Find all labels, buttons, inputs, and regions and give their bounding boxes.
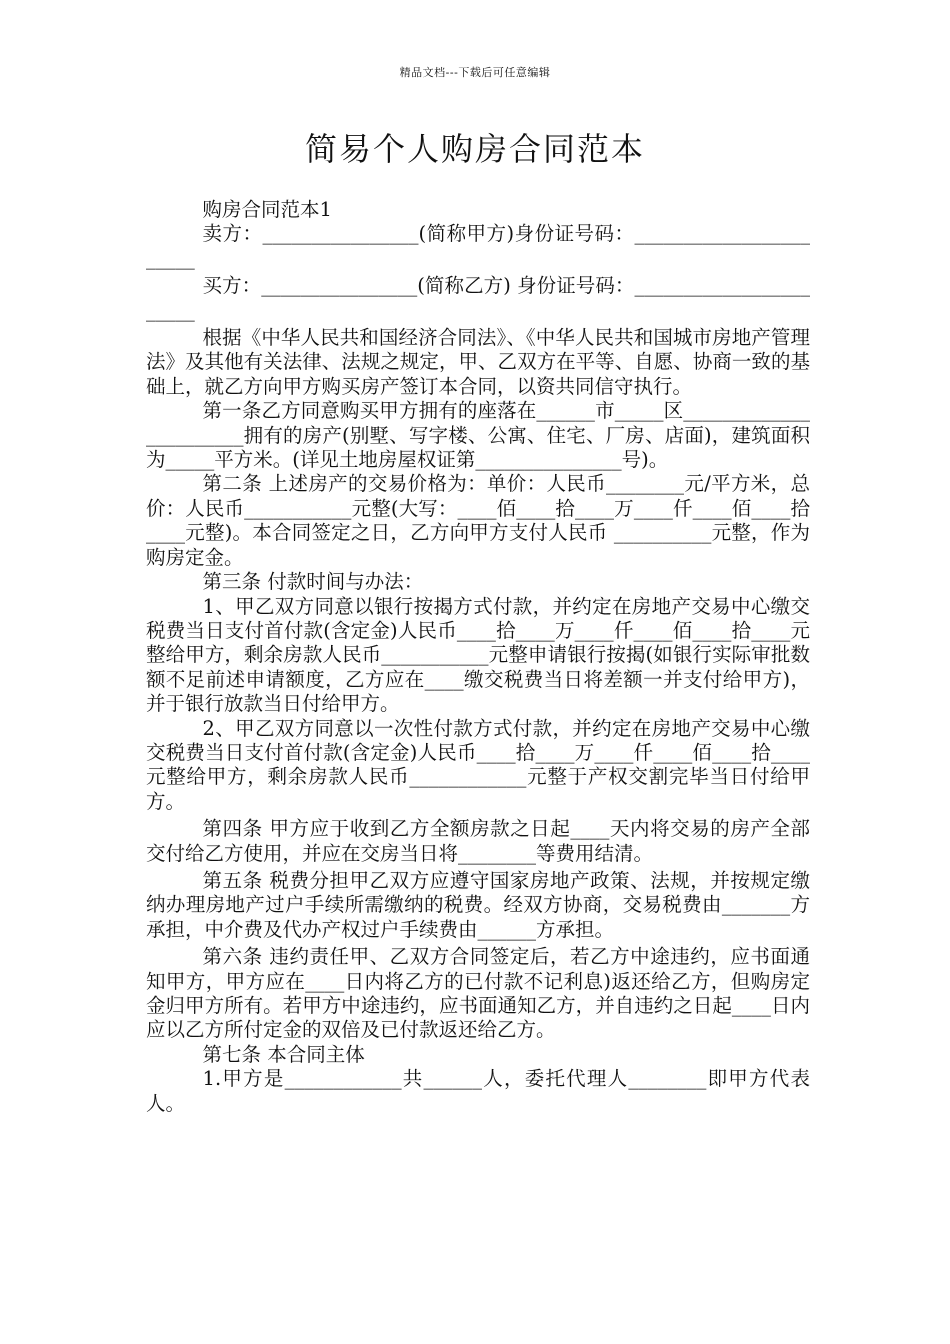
article-5-paragraph: 第五条 税费分担甲乙双方应遵守国家房地产政策、法规，并按规定缴纳办理房地产过户手续所需缴纳的税费。经双方协商，交易税费由_______方承担，中介费及代办产权过户手续费由______方承担。 — [146, 868, 810, 941]
article-3-item-1: 1、甲乙双方同意以银行按揭方式付款，并约定在房地产交易中心缴交税费当日支付首付款(含定金)人民币____拾____万____仟____佰____拾____元整给甲方，剩余房款人民币___________元整申请银行按揭(如银行实际审批数额不足前述申请额度，乙方应在____缴交税费当日将差额一并支付给甲方)，并于银行放款当日付给甲方。 — [146, 594, 810, 716]
article-2-paragraph: 第二条 上述房产的交易价格为：单价：人民币________元/平方米，总价：人民币___________元整(大写：____佰____拾____万____仟____佰____拾____元整)。本合同签定之日，乙方向甲方支付人民币 __________元整，作为购房定金。 — [146, 472, 810, 569]
seller-line: 卖方：________________(简称甲方)身份证号码：_______________________ — [146, 222, 810, 270]
article-3-item-2: 2、甲乙双方同意以一次性付款方式付款，并约定在房地产交易中心缴交税费当日支付首付款(含定金)人民币____拾____万____仟____佰____拾____元整给甲方，剩余房款人民币____________元整于产权交割完毕当日付给甲方。 — [146, 716, 810, 813]
article-1-paragraph: 第一条乙方同意购买甲方拥有的座落在______市_____区_______________________拥有的房产(别墅、写字楼、公寓、住宅、厂房、店面)，建筑面积为_____平方米。(详见土地房屋权证第_______________号)。 — [146, 399, 810, 472]
article-6-paragraph: 第六条 违约责任甲、乙双方合同签定后，若乙方中途违约，应书面通知甲方，甲方应在____日内将乙方的已付款不记利息)返还给乙方，但购房定金归甲方所有。若甲方中途违约，应书面通知乙方，并自违约之日起____日内应以乙方所付定金的双倍及已付款返还给乙方。 — [146, 945, 810, 1042]
article-7-heading: 第七条 本合同主体 — [202, 1042, 365, 1066]
document-title: 简易个人购房合同范本 — [304, 130, 645, 168]
article-3-heading: 第三条 付款时间与办法： — [202, 570, 424, 594]
buyer-line: 买方：________________(简称乙方) 身份证号码：_______________________ — [146, 274, 810, 322]
document-body — [146, 198, 810, 1116]
preamble-paragraph: 根据《中华人民共和国经济合同法》、《中华人民共和国城市房地产管理法》及其他有关法律、法规之规定，甲、乙双方在平等、自愿、协商一致的基础上，就乙方向甲方购买房产签订本合同，以资共同信守执行。 — [146, 326, 810, 398]
article-4-paragraph: 第四条 甲方应于收到乙方全额房款之日起____天内将交易的房产全部交付给乙方使用，并应在交房当日将________等费用结清。 — [146, 817, 810, 865]
page-header-note: 精品文档---下载后可任意编辑 — [399, 66, 551, 79]
article-7-item-1: 1.甲方是____________共______人，委托代理人________即甲方代表人。 — [146, 1067, 810, 1115]
contract-sample-heading: 购房合同范本1 — [202, 198, 332, 221]
